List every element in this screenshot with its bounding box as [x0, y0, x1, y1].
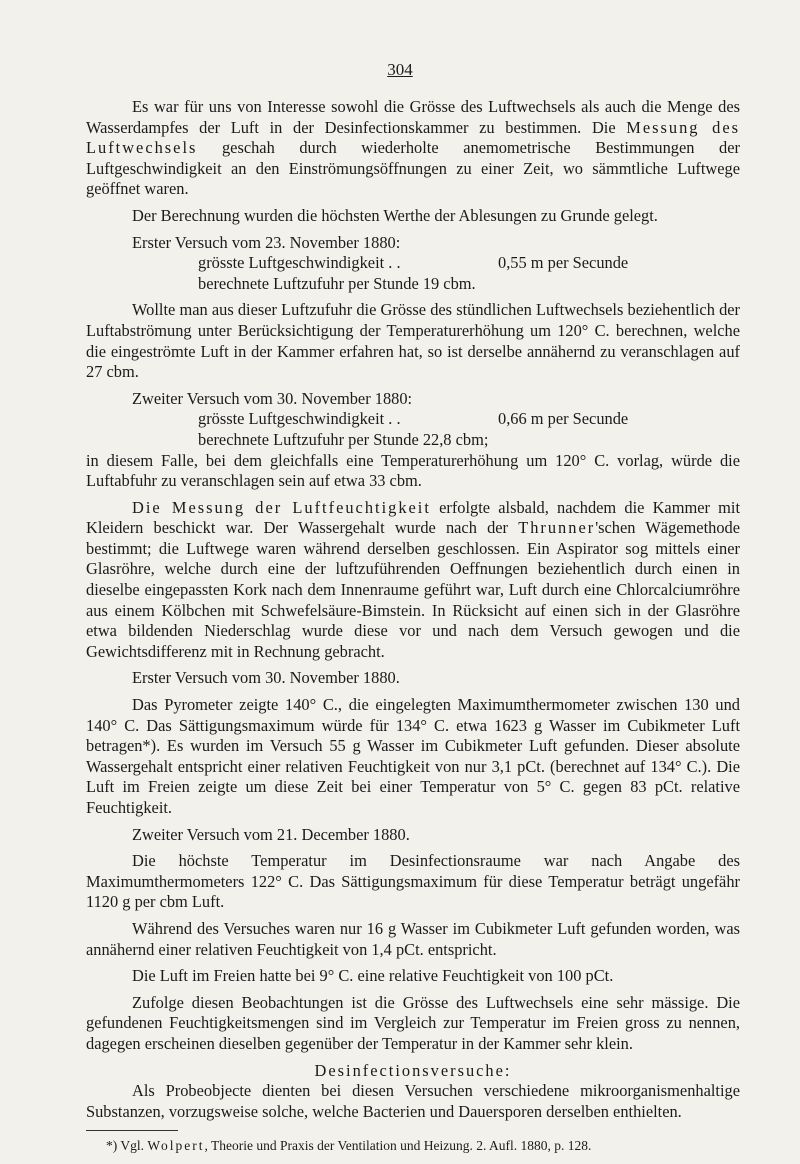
measurement-label: grösste Luftgeschwindigkeit . . [198, 409, 401, 429]
paragraph-water-content: Während des Versuches waren nur 16 g Wasser im Cubikmeter Luft gefunden worden, was annähernd einer relativen Feuchtigkeit von 1,4 pCt. entspricht. [86, 918, 740, 959]
text-run: , Theorie und Praxis der Ventilation und Heizung. 2. Aufl. 1880, p. 128. [204, 1138, 592, 1154]
text-run: geschah durch wiederholte anemometrische Bestimmungen der Luftgeschwindigkeit an den Einströmungsöffnungen zu einer Zeit, wo sämmtliche Luftwege geöffnet waren. [86, 138, 740, 199]
text-run: Es war für uns von Interesse sowohl die Grösse des Luftwechsels als auch die Menge des Wasserdampfes der Luft in der Desinfectionskammer zu bestimmen. Die [86, 97, 740, 137]
text-run: *) Vgl. [106, 1138, 148, 1154]
measurement-text: berechnete Luftzufuhr per Stunde 19 cbm. [198, 273, 476, 293]
experiment-title: Zweiter Versuch vom 30. November 1880: [132, 388, 413, 408]
paragraph-air-exchange-estimate: Wollte man aus dieser Luftzufuhr die Grösse des stündlichen Luftwechsels beziehentlich der Luftabströmung unter Berücksichtigung der Temperaturerhöhung um 120° C. berechnen, welche die eingeströmte Luft in der Kammer erfahren hat, so ist derselbe annähernd zu veranschlagen auf 27 cbm. [86, 300, 740, 382]
measurement-label: grösste Luftgeschwindigkeit . . [198, 253, 401, 273]
author-name: Wolpert [147, 1138, 205, 1154]
emphasis-spaced: Die Messung der Luftfeuchtigkeit [132, 497, 431, 517]
measurement-row [86, 274, 740, 295]
page-number: 304 [387, 60, 413, 79]
paragraph-first-humidity-result: Das Pyrometer zeigte 140° C., die eingelegten Maximumthermometer zwischen 130 und 140° C. Das Sättigungsmaximum würde für 134° C. etwa 1623 g Wasser im Cubikmeter Luft betragen*). Es wurden im Versuch 55 g Wasser im Cubikmeter Luft gefunden. Dieser absolute Wassergehalt entspricht einer relativen Feuchtigkeit von nur 3,1 pCt. (berechnet auf 134° C.). Die Luft im Freien zeigte um diese Zeit bei einer Temperatur von 5° C. gegen 83 pCt. relative Feuchtigkeit. [86, 695, 740, 817]
experiment-block-1 [86, 233, 740, 295]
measurement-row [86, 409, 740, 430]
page-body [86, 97, 740, 1155]
experiment-block-2 [86, 389, 740, 451]
experiment-title: Erster Versuch vom 23. November 1880: [132, 232, 401, 252]
text-run: 'schen Wägemethode bestimmt; die Luftwege waren während derselben geschlossen. Ein Aspirator sog mittels einer Glasröhre, welche durch eine der luftzuführenden Oeffnungen beziehentlich durch einen in dieselbe eingepassten Kork nach dem Innenraume geführt war, Luft durch eine Chlorcalciumröhre aus einem Kölbchen mit Schwefelsäure-Bimstein. In Rücksicht auf einen sich in der Glasröhre etwa bildenden Niederschlag wurde diese vor und nach dem Versuch gewogen und die Gewichtsdifferenz mit in Rechnung gebracht. [86, 518, 740, 661]
footnote-divider [86, 1130, 178, 1131]
paragraph-test-objects: Als Probeobjecte dienten bei diesen Versuchen verschiedene mikroorganismenhaltige Substanzen, vorzugsweise solche, welche Bacterien und Dauersporen derselben enthielten. [86, 1081, 740, 1121]
measurement-text: berechnete Luftzufuhr per Stunde 22,8 cbm; [198, 429, 489, 449]
footnote [86, 1137, 740, 1155]
measurement-value: 0,66 m per Secunde [498, 409, 629, 429]
paragraph-air-exchange-intro [86, 97, 740, 200]
author-name: Thrunner [518, 518, 596, 538]
paragraph-second-humidity-result: Die höchste Temperatur im Desinfectionsraume war nach Angabe des Maximumthermometers 122° C. Das Sättigungsmaximum für diese Temperatur beträgt ungefähr 1120 g per cbm Luft. [86, 851, 740, 912]
measurement-row [86, 430, 740, 451]
paragraph-calculation-basis: Der Berechnung wurden die höchsten Werthe der Ablesungen zu Grunde gelegt. [132, 205, 658, 225]
text-run: erfolgte alsbald, nachdem die Kammer mit Kleidern beschickt war. Der Wassergehalt wurde nach der [86, 497, 741, 538]
paragraph-conclusion: Zufolge diesen Beobachtungen ist die Grösse des Luftwechsels eine sehr mässige. Die gefundenen Feuchtigkeitsmengen sind im Vergleich zur Temperatur im Freien gross zu nennen, dagegen erscheinen dieselben gegenüber der Temperatur in der Kammer sehr klein. [86, 992, 740, 1053]
measurement-value: 0,55 m per Secunde [498, 253, 629, 273]
experiment-title: Zweiter Versuch vom 21. December 1880. [132, 824, 410, 844]
paragraph-outdoor-humidity: Die Luft im Freien hatte bei 9° C. eine relative Feuchtigkeit von 100 pCt. [132, 966, 614, 986]
experiment-title: Erster Versuch vom 30. November 1880. [132, 668, 400, 688]
emphasis-spaced: Messung des Luftwechsels [86, 117, 741, 158]
paragraph-humidity-method [86, 498, 740, 663]
section-heading: Desinfectionsversuche: [314, 1060, 512, 1080]
measurement-row [86, 253, 740, 274]
paragraph-air-outflow: in diesem Falle, bei dem gleichfalls eine Temperaturerhöhung um 120° C. vorlag, würde die Luftabfuhr zu veranschlagen sein auf etwa 33 cbm. [86, 450, 740, 491]
